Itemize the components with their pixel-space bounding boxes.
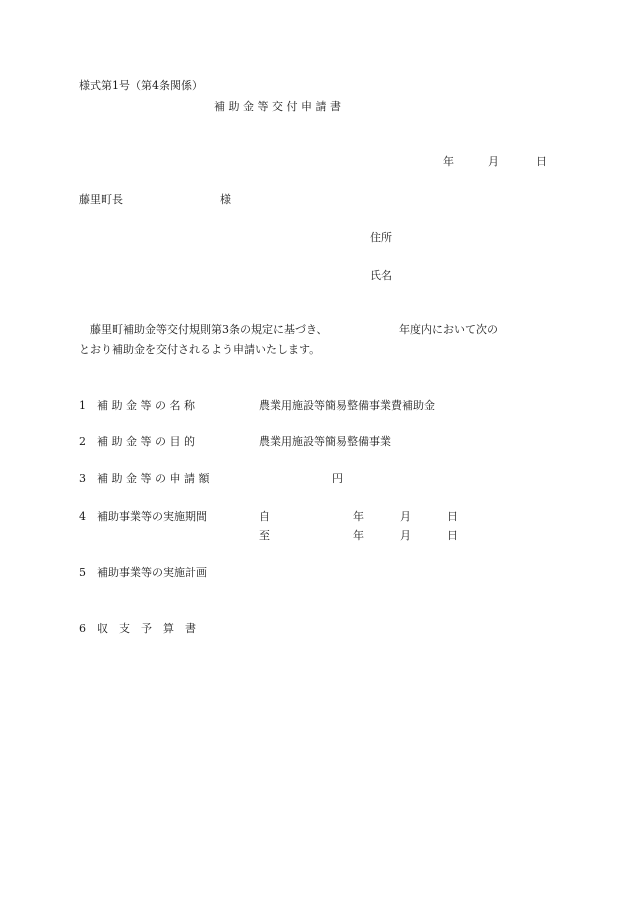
- item-number: 2: [79, 435, 86, 448]
- period-from-label: 自: [259, 510, 270, 523]
- date-day: 日: [536, 155, 547, 168]
- name-label: 氏名: [370, 269, 392, 282]
- document-title: 補 助 金 等 交 付 申 請 書: [214, 100, 341, 113]
- period-to-day: 日: [447, 529, 458, 542]
- item-number: 3: [79, 472, 86, 485]
- body-line1-a: 藤里町補助金等交付規則第3条の規定に基づき、: [90, 323, 328, 336]
- period-from-day: 日: [447, 510, 458, 523]
- item-value: 円: [332, 472, 343, 485]
- item-label: 補助事業等の実施計画: [97, 566, 207, 579]
- period-to-month: 月: [400, 529, 411, 542]
- item-label: 補 助 金 等 の 名 称: [97, 399, 195, 412]
- item-number: 1: [79, 399, 86, 412]
- period-to-label: 至: [259, 529, 270, 542]
- item-number: 6: [79, 622, 86, 635]
- address-label: 住所: [370, 231, 392, 244]
- item-label: 補助事業等の実施期間: [97, 510, 207, 523]
- item-number: 5: [79, 566, 86, 579]
- form-label: 様式第1号（第4条関係）: [79, 79, 203, 92]
- body-line2: とおり補助金を交付されるよう申請いたします。: [79, 343, 321, 356]
- addressee-name: 藤里町長: [79, 193, 123, 206]
- body-line1-b: 年度内において次の: [399, 323, 498, 336]
- item-label: 補 助 金 等 の 申 請 額: [97, 472, 210, 485]
- period-to-year: 年: [353, 529, 364, 542]
- item-label: 収 支 予 算 書: [97, 622, 196, 635]
- item-number: 4: [79, 510, 86, 523]
- date-year: 年: [443, 155, 454, 168]
- addressee-honorific: 様: [220, 193, 231, 206]
- item-value: 農業用施設等簡易整備事業: [259, 435, 391, 448]
- date-month: 月: [488, 155, 499, 168]
- period-from-year: 年: [353, 510, 364, 523]
- item-label: 補 助 金 等 の 目 的: [97, 435, 195, 448]
- item-value: 農業用施設等簡易整備事業費補助金: [259, 399, 435, 412]
- period-from-month: 月: [400, 510, 411, 523]
